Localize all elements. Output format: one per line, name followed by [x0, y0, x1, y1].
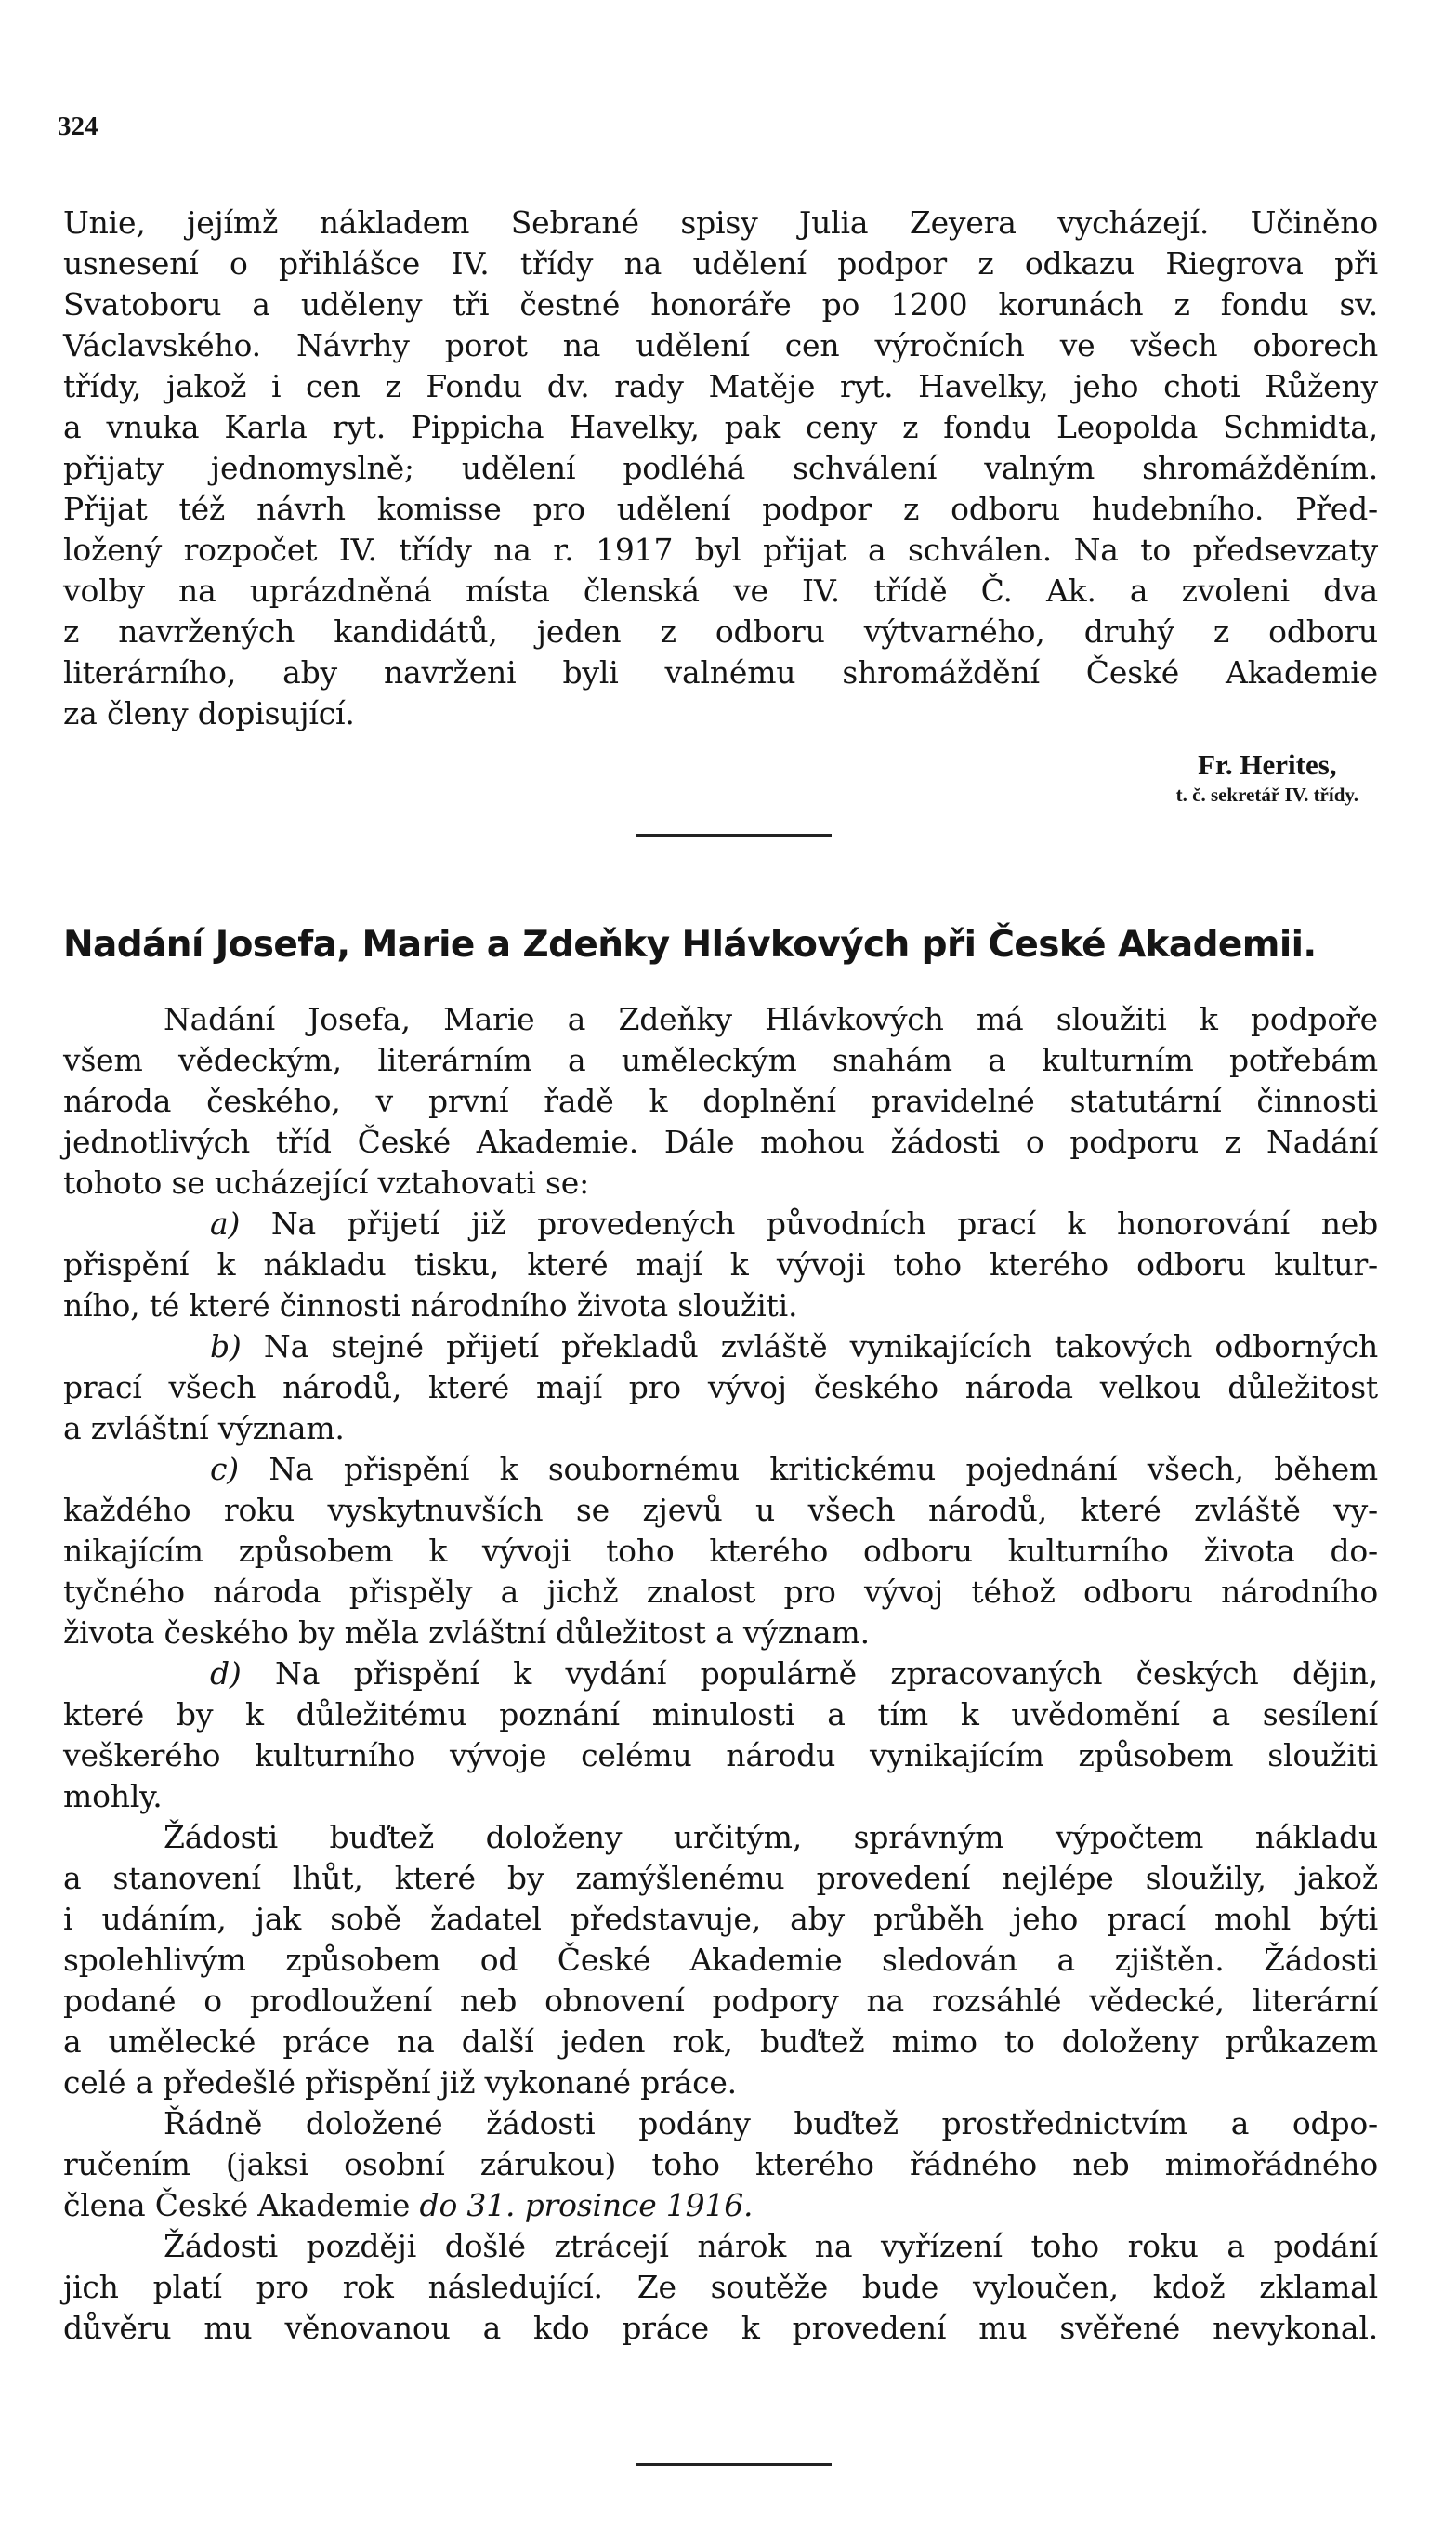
line-text: prací všech národů, které mají pro vývoj českého národa velkou důležitost [63, 1369, 1378, 1405]
line-text: Žádosti později došlé ztrácejí nárok na vyřízení toho roku a podání [164, 2228, 1378, 2264]
intro-line: volby na uprázdněná místa členská ve IV. třídě Č. Ak. a zvoleni dva [63, 573, 1378, 609]
intro-line: ložený rozpočet IV. třídy na r. 1917 byl přijat a schválen. Na to předsevzaty [63, 532, 1378, 568]
body-line [63, 1449, 1378, 1490]
line-text: Na přijetí již provedených původních prací k honorování neb [240, 1206, 1378, 1242]
body-line [63, 999, 1378, 1040]
line-text: tohoto se ucházející vztahovati se: [63, 1165, 590, 1201]
line-text: Nadání Josefa, Marie a Zdeňky Hlávkových má sloužiti k podpoře [164, 1001, 1378, 1037]
section-body [63, 999, 1378, 2349]
signature-role: t. č. sekretář IV. třídy. [1175, 784, 1358, 806]
body-line [63, 1245, 1378, 1285]
body-line [63, 2103, 1378, 2144]
body-line [63, 1367, 1378, 1408]
line-text: každého roku vyskytnuvších se zjevů u všech národů, které zvláště vy- [63, 1492, 1378, 1528]
line-text: Na stejné přijetí překladů zvláště vynikajících takových odborných [241, 1328, 1378, 1364]
intro-line: přijaty jednomyslně; udělení podléhá schválení valným shromážděním. [63, 450, 1378, 486]
line-text: a stanovení lhůt, které by zamýšlenému provedení nejlépe sloužily, jakož [63, 1860, 1378, 1896]
intro-line: Svatoboru a uděleny tři čestné honoráře po 1200 korunách z fondu sv. [63, 286, 1378, 323]
body-line [63, 2185, 1378, 2226]
line-text: i udáním, jak sobě žadatel představuje, aby průběh jeho prací mohl býti [63, 1901, 1378, 1937]
line-text: ního, té které činnosti národního života sloužiti. [63, 1287, 798, 1324]
line-text: nikajícím způsobem k vývoji toho kterého odboru kulturního života do- [63, 1533, 1378, 1569]
body-line [63, 1817, 1378, 1858]
intro-line: literárního, aby navrženi byli valnému shromáždění České Akademie [63, 654, 1378, 691]
body-line [63, 1940, 1378, 1981]
body-line [63, 1654, 1378, 1694]
body-line [63, 1122, 1378, 1163]
body-line [63, 1040, 1378, 1081]
intro-line: z navržených kandidátů, jeden z odboru výtvarného, druhý z odboru [63, 613, 1378, 650]
line-text: národa českého, v první řadě k doplnění pravidelné statutární činnosti [63, 1083, 1378, 1119]
intro-line: usnesení o přihlášce IV. třídy na udělení podpor z odkazu Riegrova při [63, 245, 1378, 282]
line-text: Na přispění k soubornému kritickému pojednání všech, během [238, 1451, 1378, 1487]
line-text: spolehlivým způsobem od České Akademie sledován a zjištěn. Žádosti [63, 1942, 1378, 1978]
signature-name: Fr. Herites, [1198, 748, 1337, 781]
body-line [63, 1981, 1378, 2022]
body-line [63, 2062, 1378, 2103]
body-line [63, 1694, 1378, 1735]
body-line [63, 1408, 1378, 1449]
line-text: jich platí pro rok následující. Ze soutěže bude vyloučen, kdož zklamal [63, 2269, 1378, 2305]
body-line [63, 1204, 1378, 1245]
body-line [63, 1081, 1378, 1122]
line-text: důvěru mu věnovanou a kdo práce k provedení mu svěřené nevykonal. [63, 2310, 1378, 2346]
line-text: a umělecké práce na další jeden rok, buďtež mimo to doloženy průkazem [63, 2023, 1378, 2060]
line-text: podané o prodloužení neb obnovení podpory na rozsáhlé vědecké, literární [63, 1983, 1378, 2019]
line-text: tyčného národa přispěly a jichž znalost pro vývoj téhož odboru národního [63, 1574, 1378, 1610]
line-text: života českého by měla zvláštní důležitost a význam. [63, 1614, 870, 1651]
list-marker: b) [210, 1328, 242, 1364]
intro-line: za členy dopisující. [63, 695, 355, 731]
intro-paragraph [63, 203, 1378, 734]
line-text: veškerého kulturního vývoje celému národu vynikajícím způsobem sloužiti [63, 1737, 1378, 1773]
page-number: 324 [58, 112, 98, 141]
end-divider [636, 2463, 832, 2466]
body-line [63, 1326, 1378, 1367]
body-line [63, 1490, 1378, 1531]
intro-line: a vnuka Karla ryt. Pippicha Havelky, pak ceny z fondu Leopolda Schmidta, [63, 409, 1378, 445]
intro-line: Přijat též návrh komisse pro udělení podpor z odboru hudebního. Před- [63, 491, 1378, 527]
body-line [63, 1735, 1378, 1776]
intro-line: Unie, jejímž nákladem Sebrané spisy Julia Zeyera vycházejí. Učiněno [63, 204, 1378, 241]
line-text: všem vědeckým, literárním a uměleckým snahám a kulturním potřebám [63, 1042, 1378, 1078]
body-line [63, 2267, 1378, 2308]
body-line [63, 1163, 1378, 1204]
body-line [63, 1858, 1378, 1899]
list-marker: d) [210, 1655, 242, 1692]
line-text: přispění k nákladu tisku, které mají k vývoji toho kterého odboru kultur- [63, 1246, 1378, 1283]
line-text: člena České Akademie [63, 2187, 420, 2223]
section-divider [636, 834, 832, 837]
body-line [63, 1899, 1378, 1940]
line-text: ručením (jaksi osobní zárukou) toho kterého řádného neb mimořádného [63, 2146, 1378, 2182]
intro-line: Václavského. Návrhy porot na udělení cen výročních ve všech oborech [63, 327, 1378, 363]
line-text: Na přispění k vydání populárně zpracovaných českých dějin, [241, 1655, 1378, 1692]
body-line [63, 1572, 1378, 1613]
line-text: Řádně doložené žádosti podány buďtež prostřednictvím a odpo- [164, 2105, 1378, 2141]
line-text: jednotlivých tříd České Akademie. Dále mohou žádosti o podporu z Nadání [63, 1124, 1378, 1160]
body-line [63, 1285, 1378, 1326]
body-line [63, 1776, 1378, 1817]
section-heading: Nadání Josefa, Marie a Zdeňky Hlávkových při České Akademii. [63, 924, 1317, 966]
body-line [63, 1613, 1378, 1654]
list-marker: c) [210, 1451, 239, 1487]
intro-line: třídy, jakož i cen z Fondu dv. rady Matěje ryt. Havelky, jeho choti Růženy [63, 368, 1378, 404]
body-line [63, 2022, 1378, 2062]
signature [1176, 748, 1358, 808]
list-marker: a) [210, 1206, 241, 1242]
line-text: Žádosti buďtež doloženy určitým, správným výpočtem nákladu [164, 1819, 1378, 1855]
body-line [63, 2226, 1378, 2267]
body-line [63, 2308, 1378, 2349]
line-text: které by k důležitému poznání minulosti a tím k uvědomění a sesílení [63, 1696, 1378, 1733]
deadline-date: do 31. prosince 1916. [419, 2187, 754, 2223]
line-text: celé a předešlé přispění již vykonané práce. [63, 2064, 737, 2101]
body-line [63, 1531, 1378, 1572]
line-text: a zvláštní význam. [63, 1410, 345, 1446]
line-text: mohly. [63, 1778, 163, 1814]
body-line [63, 2144, 1378, 2185]
